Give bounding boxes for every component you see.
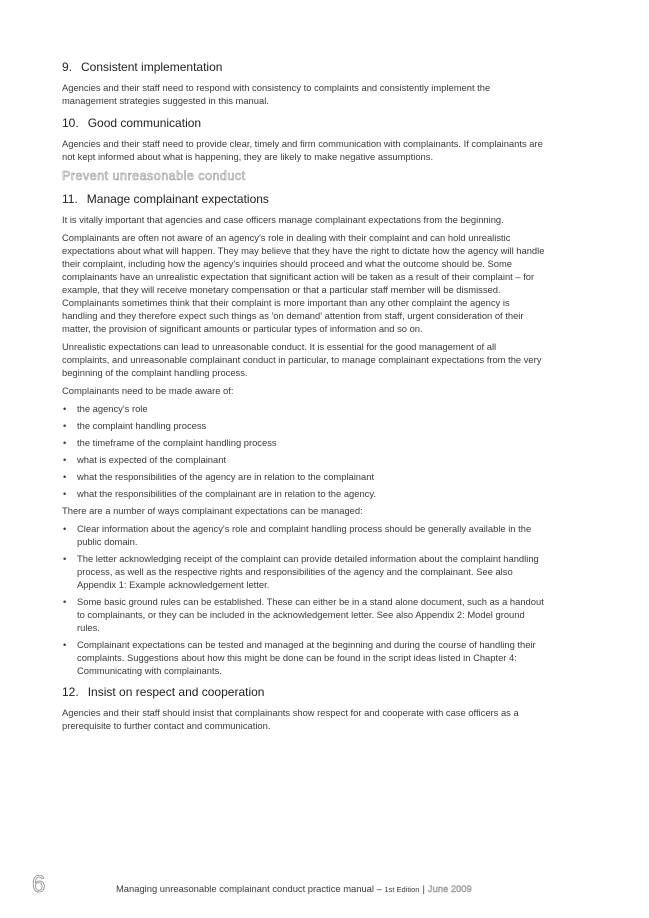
paragraph: Agencies and their staff need to provide clear, timely and firm communication with complainants. If complainants are not kept informed about what is happening, they are likely to make negative assumptions. (62, 138, 543, 162)
footer-separator: | (422, 883, 425, 894)
paragraph: There are a number of ways complainant expectations can be managed: (62, 505, 363, 516)
section-title: Consistent implementation (81, 60, 223, 74)
bullet-icon: • (63, 454, 67, 465)
list-item: • the complaint handling process (63, 420, 207, 431)
bullet-icon: • (63, 488, 67, 499)
bullet-icon: • (63, 553, 67, 564)
section-number: 12. (62, 685, 79, 699)
page-number: 6 (32, 871, 46, 898)
page-footer (32, 872, 552, 898)
section-number: 9. (62, 60, 73, 74)
section-title: Manage complainant expectations (86, 192, 269, 206)
section-number: 10. (62, 116, 79, 130)
list-item: • what the responsibilities of the complainant are in relation to the agency. (63, 488, 376, 499)
bullet-icon: • (63, 596, 67, 607)
footer-edition: 1st Edition (384, 885, 420, 894)
awareness-list (62, 402, 546, 500)
bullet-icon: • (63, 523, 67, 534)
section-number: 11. (62, 192, 78, 206)
bullet-icon: • (63, 403, 67, 414)
paragraph: Complainants need to be made aware of: (62, 385, 234, 396)
bullet-icon: • (63, 420, 67, 431)
paragraph: Unrealistic expectations can lead to unreasonable conduct. It is essential for the good management of all complaints, and unreasonable complainant conduct in particular, to manage complainant expectations from the very beginning of the complaint handling process. (62, 341, 542, 378)
list-item: • what is expected of the complainant (63, 454, 227, 465)
document-page (62, 56, 546, 737)
footer-title: Managing unreasonable complainant conduct practice manual (116, 883, 374, 894)
list-item: • the timeframe of the complaint handling process (63, 437, 277, 448)
bullet-icon: • (63, 639, 67, 650)
section-title: Good communication (87, 116, 202, 130)
list-item: • what the responsibilities of the agency are in relation to the complainant (63, 471, 375, 482)
list-item: • Complainant expectations can be tested and managed at the beginning and during the course of handling their complaints. Suggestions about how this might be done can be found in the script ideas listed in Chapter 4: Communicating with complainants. (63, 639, 536, 676)
section-heading-9 (62, 60, 546, 75)
section-heading-12 (62, 685, 546, 700)
paragraph: Agencies and their staff should insist that complainants show respect for and cooperate with case officers as a prerequisite to further contact and communication. (62, 707, 519, 731)
list-item: • The letter acknowledging receipt of the complaint can provide detailed information about the complaint handling process, as well as the respective rights and responsibilities of the agency and the complainant. See also Appendix 1: Example acknowledgement letter. (63, 553, 539, 590)
footer-dash: – (376, 883, 382, 894)
group-heading: Prevent unreasonable conduct (62, 169, 246, 183)
list-item: • the agency's role (63, 403, 148, 414)
section-heading-11 (62, 192, 546, 207)
bullet-icon: • (63, 471, 67, 482)
footer-date: June 2009 (427, 883, 472, 894)
ways-list (62, 522, 546, 677)
section-title: Insist on respect and cooperation (87, 685, 265, 699)
footer-text (116, 883, 472, 894)
paragraph: It is vitally important that agencies and case officers manage complainant expectations from the beginning. (62, 214, 504, 225)
bullet-icon: • (63, 437, 67, 448)
list-item: • Some basic ground rules can be established. These can either be in a stand alone document, such as a handout to complainants, or they can be included in the acknowledgement letter. See also Appendix 2: Model ground rules. (63, 596, 544, 633)
paragraph: Agencies and their staff need to respond with consistency to complaints and consistently implement the management strategies suggested in this manual. (62, 82, 491, 106)
paragraph: Complainants are often not aware of an agency's role in dealing with their complaint and can hold unrealistic expectations about what will happen. They may believe that they have the right to dictate how the agency will handle their complaint, including how the agency's inquiries should proceed and what the outcome should be. Some complainants have an unrealistic expectation that significant action will be taken as a result of their complaint – for example, that they will receive monetary compensation or that a particular staff member will be dismissed. Complainants sometimes think that their complaint is more important than any other complaint the agency is handling and they therefore expect such things as 'on demand' attention from staff, urgent consideration of their matter, the provision of significant amounts or particular types of information and so on. (62, 232, 545, 334)
list-item: • Clear information about the agency's role and complaint handling process should be generally available in the public domain. (63, 523, 532, 547)
section-heading-10 (62, 116, 546, 131)
